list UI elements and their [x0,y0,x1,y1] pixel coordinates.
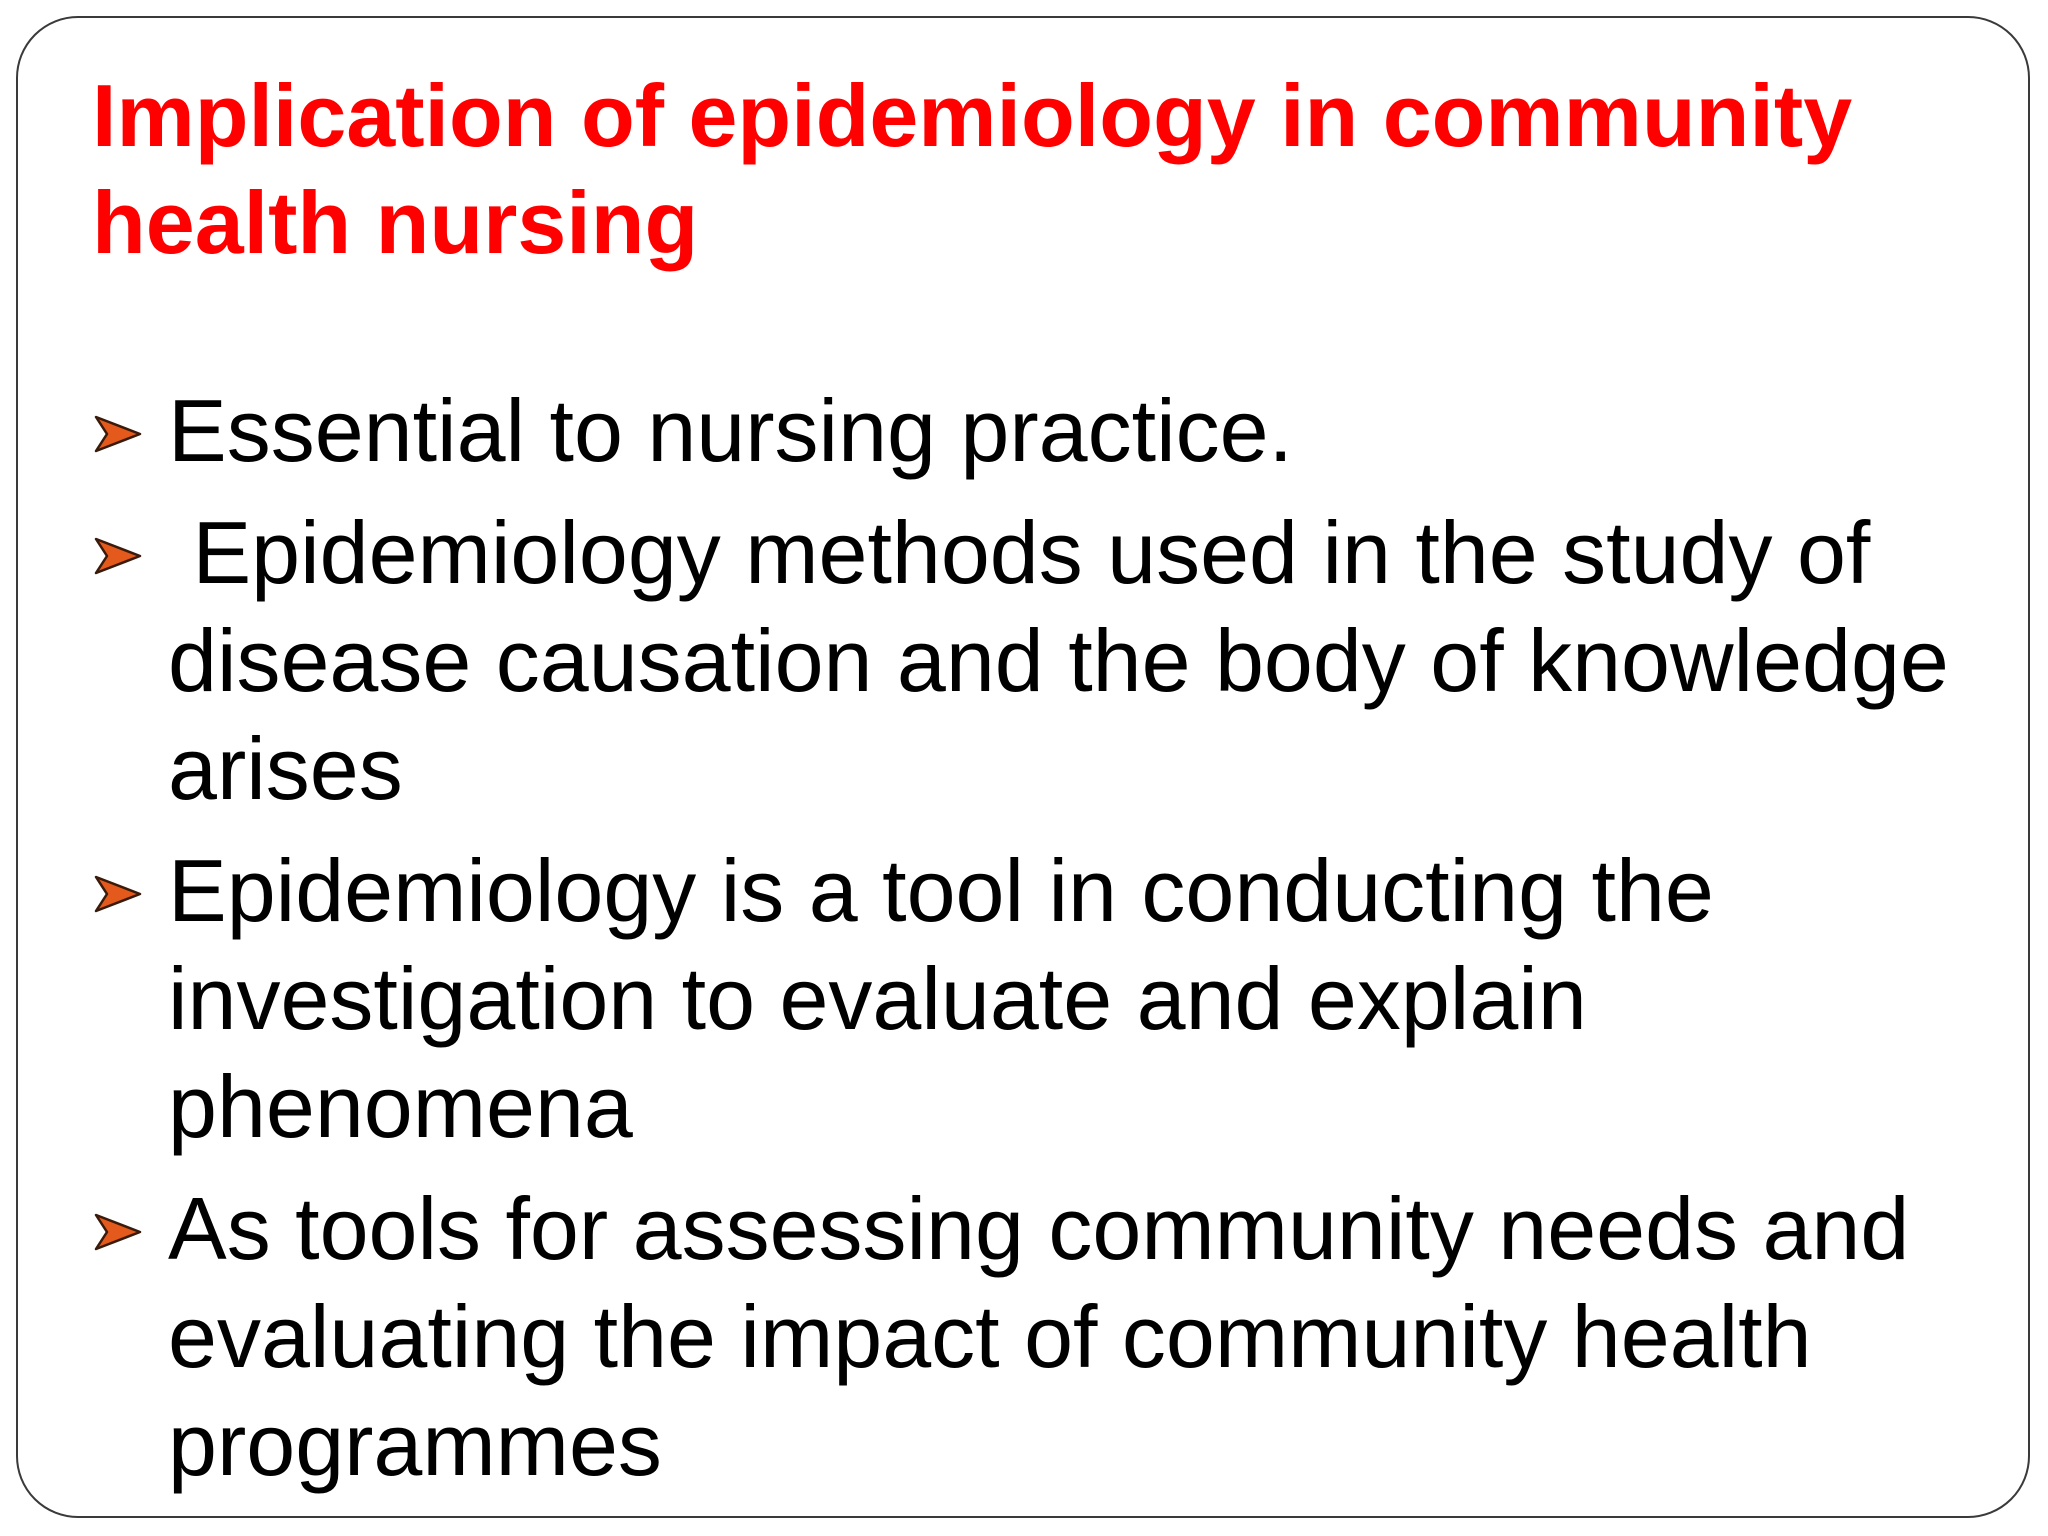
arrow-bullet-icon [94,537,142,575]
bullet-item [94,499,2014,823]
arrow-bullet-icon [94,1213,142,1251]
bullet-text: Essential to nursing practice. [168,381,1294,480]
bullet-text: Epidemiology is a tool in conducting the investigation to evaluate and explain phenomena [168,841,1714,1156]
arrow-bullet-icon [94,415,142,453]
bullet-item [94,1175,2014,1499]
bullet-item [94,837,2014,1161]
bullet-text: As tools for assessing community needs and evaluating the impact of community health programmes [168,1179,1910,1494]
slide [16,16,2030,1518]
bullet-item [94,377,2014,485]
arrow-bullet-icon [94,875,142,913]
slide-title: Implication of epidemiology in community health nursing [92,66,1853,272]
bullet-list [94,377,2014,1513]
bullet-text: Epidemiology methods used in the study of disease causation and the body of knowledge arises [168,503,1974,818]
